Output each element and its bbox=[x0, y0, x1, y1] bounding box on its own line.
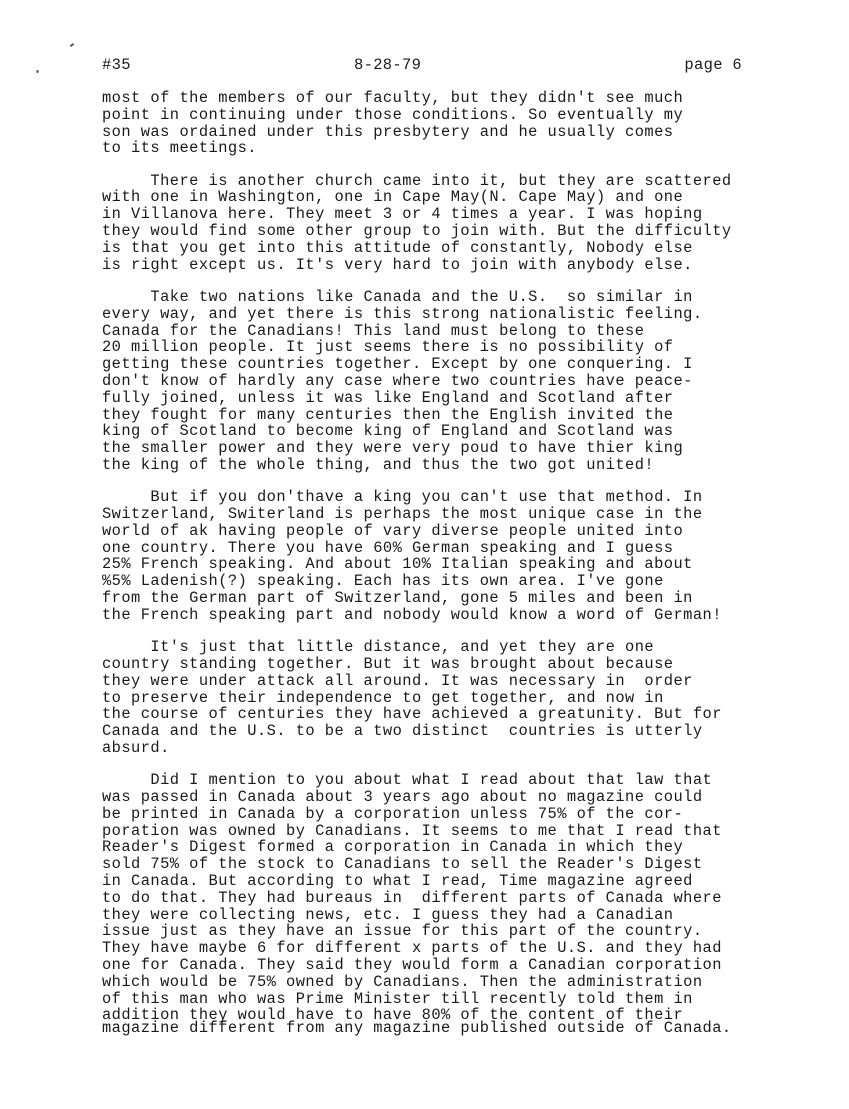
text-line: country standing together. But it was brought about because bbox=[102, 654, 674, 673]
paragraph bbox=[102, 289, 792, 474]
text-line: getting these countries together. Except by one conquering. I bbox=[102, 355, 693, 374]
text-line: from the German part of Switzerland, gone 5 miles and been in bbox=[102, 589, 693, 608]
text-line: they would find some other group to join with. But the difficulty bbox=[102, 222, 732, 241]
text-line: with one in Washington, one in Cape May(N. Cape May) and one bbox=[102, 188, 684, 207]
paragraph bbox=[102, 90, 792, 157]
text-line: king of Scotland to become king of England and Scotland was bbox=[102, 422, 674, 441]
text-line: most of the members of our faculty, but they didn't see much bbox=[102, 89, 684, 107]
text-line: Reader's Digest formed a corporation in Canada in which they bbox=[102, 838, 684, 857]
page-number: page 6 bbox=[684, 56, 742, 74]
paragraph bbox=[102, 489, 792, 623]
text-line: It's just that little distance, and yet they are one bbox=[102, 638, 655, 657]
text-line: the king of the whole thing, and thus the two got united! bbox=[102, 455, 655, 474]
text-line: in Villanova here. They meet 3 or 4 times a year. I was hoping bbox=[102, 205, 703, 224]
text-line: the course of centuries they have achieved a greatunity. But for bbox=[102, 705, 722, 724]
text-line: to its meetings. bbox=[102, 139, 257, 158]
text-line: they were collecting news, etc. I guess they had a Canadian bbox=[102, 905, 674, 924]
text-line: the smaller power and they were very poud to have thier king bbox=[102, 439, 684, 458]
text-line: one country. There you have 60% German speaking and I guess bbox=[102, 538, 674, 557]
text-line: every way, and yet there is this strong nationalistic feeling. bbox=[102, 304, 703, 323]
text-line: They have maybe 6 for different x parts of the U.S. and they had bbox=[102, 939, 722, 958]
document-number: #35 bbox=[102, 56, 131, 74]
pen-mark bbox=[70, 43, 74, 47]
text-line: point in continuing under those conditions. So eventually my bbox=[102, 105, 684, 124]
text-line: Switzerland, Switerland is perhaps the most unique case in the bbox=[102, 505, 703, 524]
text-line: Canada and the U.S. to be a two distinct countries is utterly bbox=[102, 722, 703, 741]
scan-speck bbox=[36, 70, 39, 73]
text-line: But if you don'thave a king you can't use that method. In bbox=[102, 488, 703, 507]
text-line: son was ordained under this presbytery and he usually comes bbox=[102, 122, 674, 141]
text-line: don't know of hardly any case where two countries have peace- bbox=[102, 371, 693, 390]
page-header bbox=[102, 56, 742, 78]
text-line: fully joined, unless it was like England and Scotland after bbox=[102, 388, 674, 407]
text-line: is that you get into this attitude of constantly, Nobody else bbox=[102, 238, 693, 257]
document-date: 8-28-79 bbox=[354, 56, 422, 74]
text-line: %5% Ladenish(?) speaking. Each has its own area. I've gone bbox=[102, 572, 664, 591]
text-line: to do that. They had bureaus in different parts of Canada where bbox=[102, 888, 722, 907]
text-line: which would be 75% owned by Canadians. Then the administration bbox=[102, 972, 703, 991]
text-line: one for Canada. They said they would form a Canadian corporation bbox=[102, 955, 722, 974]
text-line: 20 million people. It just seems there is no possibility of bbox=[102, 338, 674, 357]
paragraph bbox=[102, 173, 792, 274]
text-line: Take two nations like Canada and the U.S. so similar in bbox=[102, 287, 693, 306]
text-line: is right except us. It's very hard to join with anybody else. bbox=[102, 255, 693, 274]
text-line: Canada for the Canadians! This land must belong to these bbox=[102, 321, 645, 340]
text-line: Did I mention to you about what I read about that law that bbox=[102, 771, 713, 790]
text-line: of this man who was Prime Minister till recently told them in bbox=[102, 989, 693, 1008]
text-line: magazine different from any magazine published outside of Canada. bbox=[102, 1019, 732, 1038]
text-line: poration was owned by Canadians. It seems to me that I read that bbox=[102, 821, 722, 840]
text-line: absurd. bbox=[102, 738, 170, 757]
text-line: issue just as they have an issue for this part of the country. bbox=[102, 922, 703, 941]
paragraph bbox=[102, 639, 792, 757]
text-line: There is another church came into it, but they are scattered bbox=[102, 171, 732, 190]
text-line: be printed in Canada by a corporation unless 75% of the cor- bbox=[102, 804, 684, 823]
text-line: sold 75% of the stock to Canadians to sell the Reader's Digest bbox=[102, 855, 703, 874]
document-body bbox=[102, 90, 792, 1053]
paragraph bbox=[102, 772, 792, 1037]
text-line: 25% French speaking. And about 10% Italian speaking and about bbox=[102, 555, 693, 574]
text-line: in Canada. But according to what I read, Time magazine agreed bbox=[102, 871, 693, 890]
text-line: world of ak having people of vary diverse people united into bbox=[102, 521, 684, 540]
text-line: was passed in Canada about 3 years ago about no magazine could bbox=[102, 787, 703, 806]
text-line: they fought for many centuries then the English invited the bbox=[102, 405, 674, 424]
text-line: they were under attack all around. It was necessary in order bbox=[102, 671, 693, 690]
text-line: addition they would have to have 80% of the content of their bbox=[102, 1006, 684, 1025]
text-line: to preserve their independence to get together, and now in bbox=[102, 688, 664, 707]
text-line: the French speaking part and nobody would know a word of German! bbox=[102, 605, 722, 624]
